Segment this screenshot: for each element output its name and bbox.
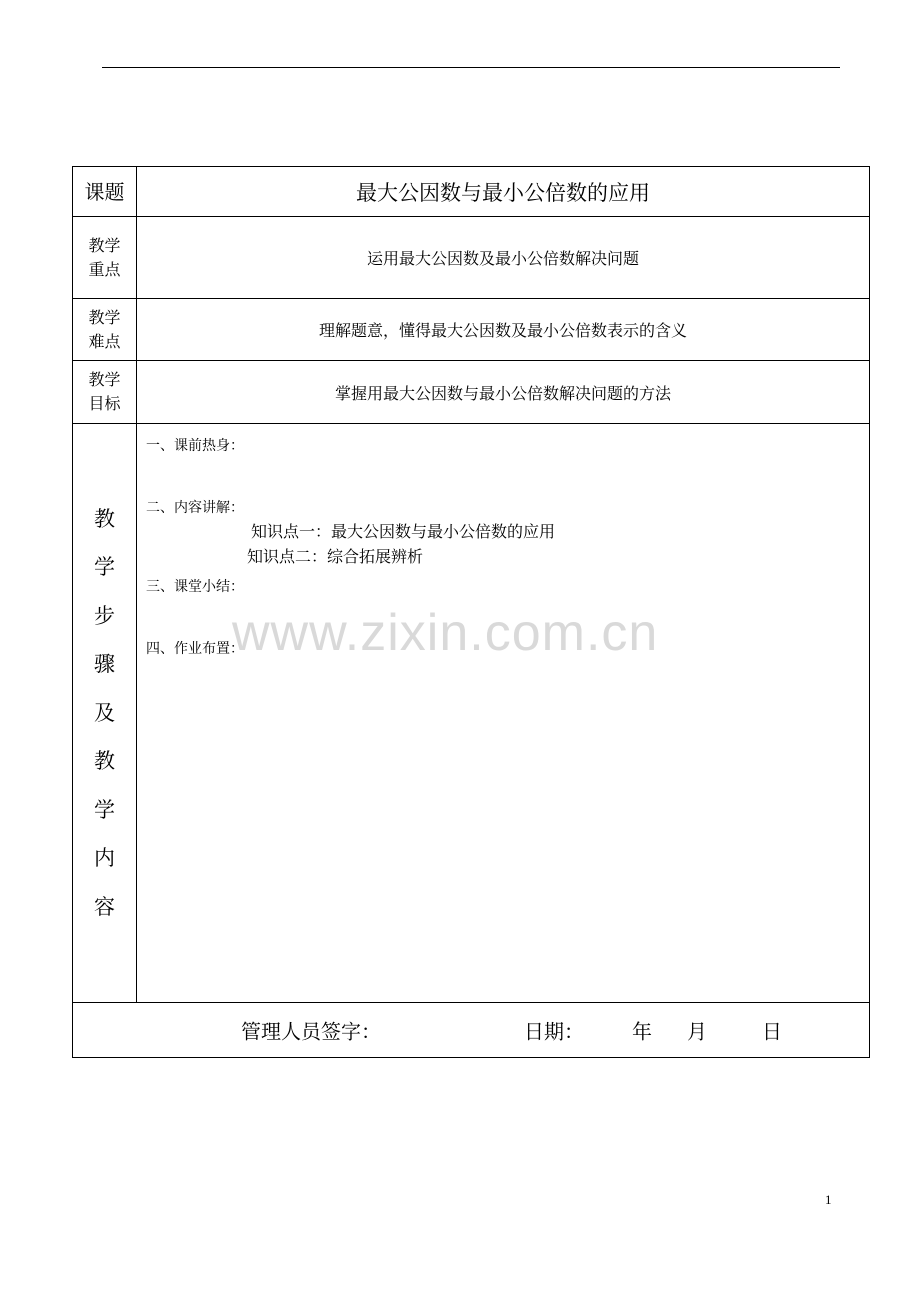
steps-label-char: 骤 [94,652,115,677]
footer-row [73,1003,870,1058]
header-rule [102,67,840,68]
day-label: 日 [762,1019,782,1044]
steps-label-char: 学 [94,555,115,580]
difficulty-value: 理解题意，懂得最大公因数及最小公倍数表示的含义 [137,299,870,361]
steps-label-vertical [73,495,136,932]
steps-row [73,424,870,1003]
section-explanation: 二、内容讲解： [146,500,244,516]
steps-label-char: 内 [94,846,115,871]
key-point-label-line1: 教学 [88,235,121,255]
topic-value: 最大公因数与最小公倍数的应用 [137,167,870,217]
difficulty-label-line1: 教学 [88,307,121,327]
steps-label-char: 步 [94,603,115,628]
steps-content [137,424,870,1003]
difficulty-label [73,299,137,361]
topic-row [73,167,870,217]
date-label: 日期： [524,1019,584,1044]
footer-cell [73,1003,870,1058]
section-summary: 三、课堂小结： [146,579,244,595]
difficulty-row [73,299,870,361]
steps-label-char: 容 [94,894,115,919]
steps-label-char: 教 [94,506,115,531]
month-label: 月 [687,1019,707,1044]
key-point-value: 运用最大公因数及最小公倍数解决问题 [137,217,870,299]
watermark: www.zixin.com.cn [232,604,659,662]
key-point-label-line2: 重点 [88,259,121,279]
steps-label-char: 学 [94,797,115,822]
year-label: 年 [632,1019,652,1044]
topic-label: 课题 [73,167,137,217]
key-point-row [73,217,870,299]
goal-label-line1: 教学 [88,370,121,389]
section-homework: 四、作业布置： [146,641,244,657]
signature-label: 管理人员签字： [241,1019,381,1044]
goal-value: 掌握用最大公因数与最小公倍数解决问题的方法 [137,361,870,424]
steps-label-char: 教 [94,749,115,774]
page-number: 1 [825,1192,832,1207]
steps-label-char: 及 [94,700,115,725]
section-warmup: 一、课前热身： [146,438,244,454]
goal-row [73,361,870,424]
key-point-label [73,217,137,299]
knowledge-point-1: 知识点一：最大公因数与最小公倍数的应用 [251,522,556,541]
steps-label [73,424,137,1003]
goal-label-line2: 目标 [88,394,121,413]
goal-label [73,361,137,424]
knowledge-point-2: 知识点二：综合拓展辨析 [247,547,424,566]
lesson-plan-table [72,166,870,1058]
difficulty-label-line2: 难点 [88,331,121,351]
